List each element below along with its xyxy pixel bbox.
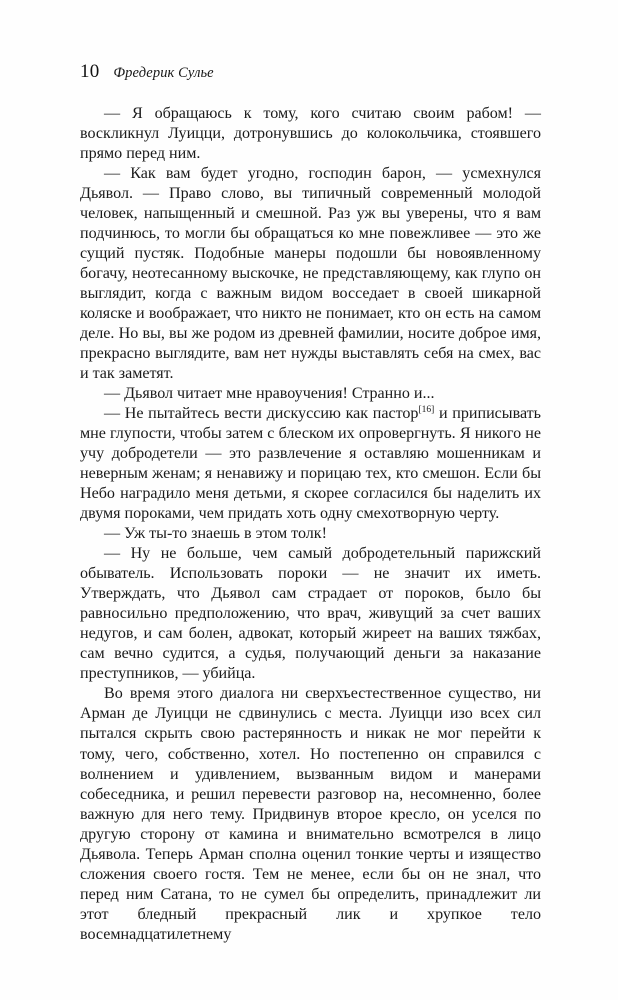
body-text-block [80, 104, 541, 945]
paragraph-6: — Ну не больше, чем самый добродетельный парижский обыватель. Использовать пороки — не значит их иметь. Утверждать, что Дьявол сам страдает от пороков, было бы равносильно предположению, что врач, живущий за счет ваших недугов, и сам болен, адвокат, который жиреет на ваших тяжбах, сам вечно судится, а судья, получающий деньги за наказание преступников, — убийца. [80, 545, 541, 683]
page-number: 10 [80, 61, 100, 82]
footnote-reference-16[interactable]: [16] [418, 405, 435, 416]
paragraph-1: — Я обращаюсь к тому, кого считаю своим рабом! — воскликнул Луицци, дотронувшись до колокольчика, стоявшего прямо перед ним. [80, 105, 541, 163]
paragraph-7: Во время этого диалога ни сверхъестественное существо, ни Арман де Луицци не сдвинулись с места. Луицци изо всех сил пытался скрыть свою растерянность и никак не мог перейти к тому, чего, собственно, хотел. Но постепенно он справился с волнением и удивлением, вызванным видом и манерами собеседника, и решил перевести разговор на, несомненно, более важную для него тему. Придвинув второе кресло, он уселся по другую сторону от камина и внимательно всмотрелся в лицо Дьявола. Теперь Арман сполна оценил тонкие черты и изящество сложения своего гостя. Тем не менее, если бы он не знал, что перед ним Сатана, то не сумел бы определить, принадлежит ли этот бледный прекрасный лик и хрупкое тело восемнадцатилетнему [80, 685, 541, 943]
paragraph-2: — Как вам будет угодно, господин барон, — усмехнулся Дьявол. — Право слово, вы типичный современный молодой человек, напыщенный и смешной. Раз уж вы уверены, что я вам подчинюсь, то могли бы обращаться ко мне повежливее — это же сущий пустяк. Подобные манеры подошли бы новоявленному богачу, неотесанному выскочке, не представляющему, как глупо он выглядит, когда с важным видом восседает в своей шикарной коляске и воображает, что никто не понимает, кто он есть на самом деле. Но вы, вы же родом из древней фамилии, носите доброе имя, прекрасно выглядите, вам нет нужды выставлять себя на смех, вас и так заметят. [80, 165, 541, 383]
paragraph-3: — Дьявол читает мне нравоучения! Странно и... [104, 385, 435, 403]
running-header-title: Фредерик Сулье [113, 65, 214, 81]
paragraph-4-text-before-footnote: — Не пытайтесь вести дискуссию как пастор [104, 405, 419, 423]
paragraph-4-text-after-footnote: и приписывать мне глупости, чтобы затем с блеском их опровергнуть. Я никого не учу добродетели — это развлечение я оставляю мошенникам и неверным женам; я ненавижу и порицаю тех, кто смешон. Если бы Небо наградило меня детьми, я скорее согласился бы наделить их двумя пороками, чем придать хоть одну смехотворную черту. [80, 405, 541, 523]
paragraph-4 [80, 404, 541, 524]
paragraph-5: — Уж ты-то знаешь в этом толк! [104, 525, 327, 543]
running-header [80, 62, 542, 88]
